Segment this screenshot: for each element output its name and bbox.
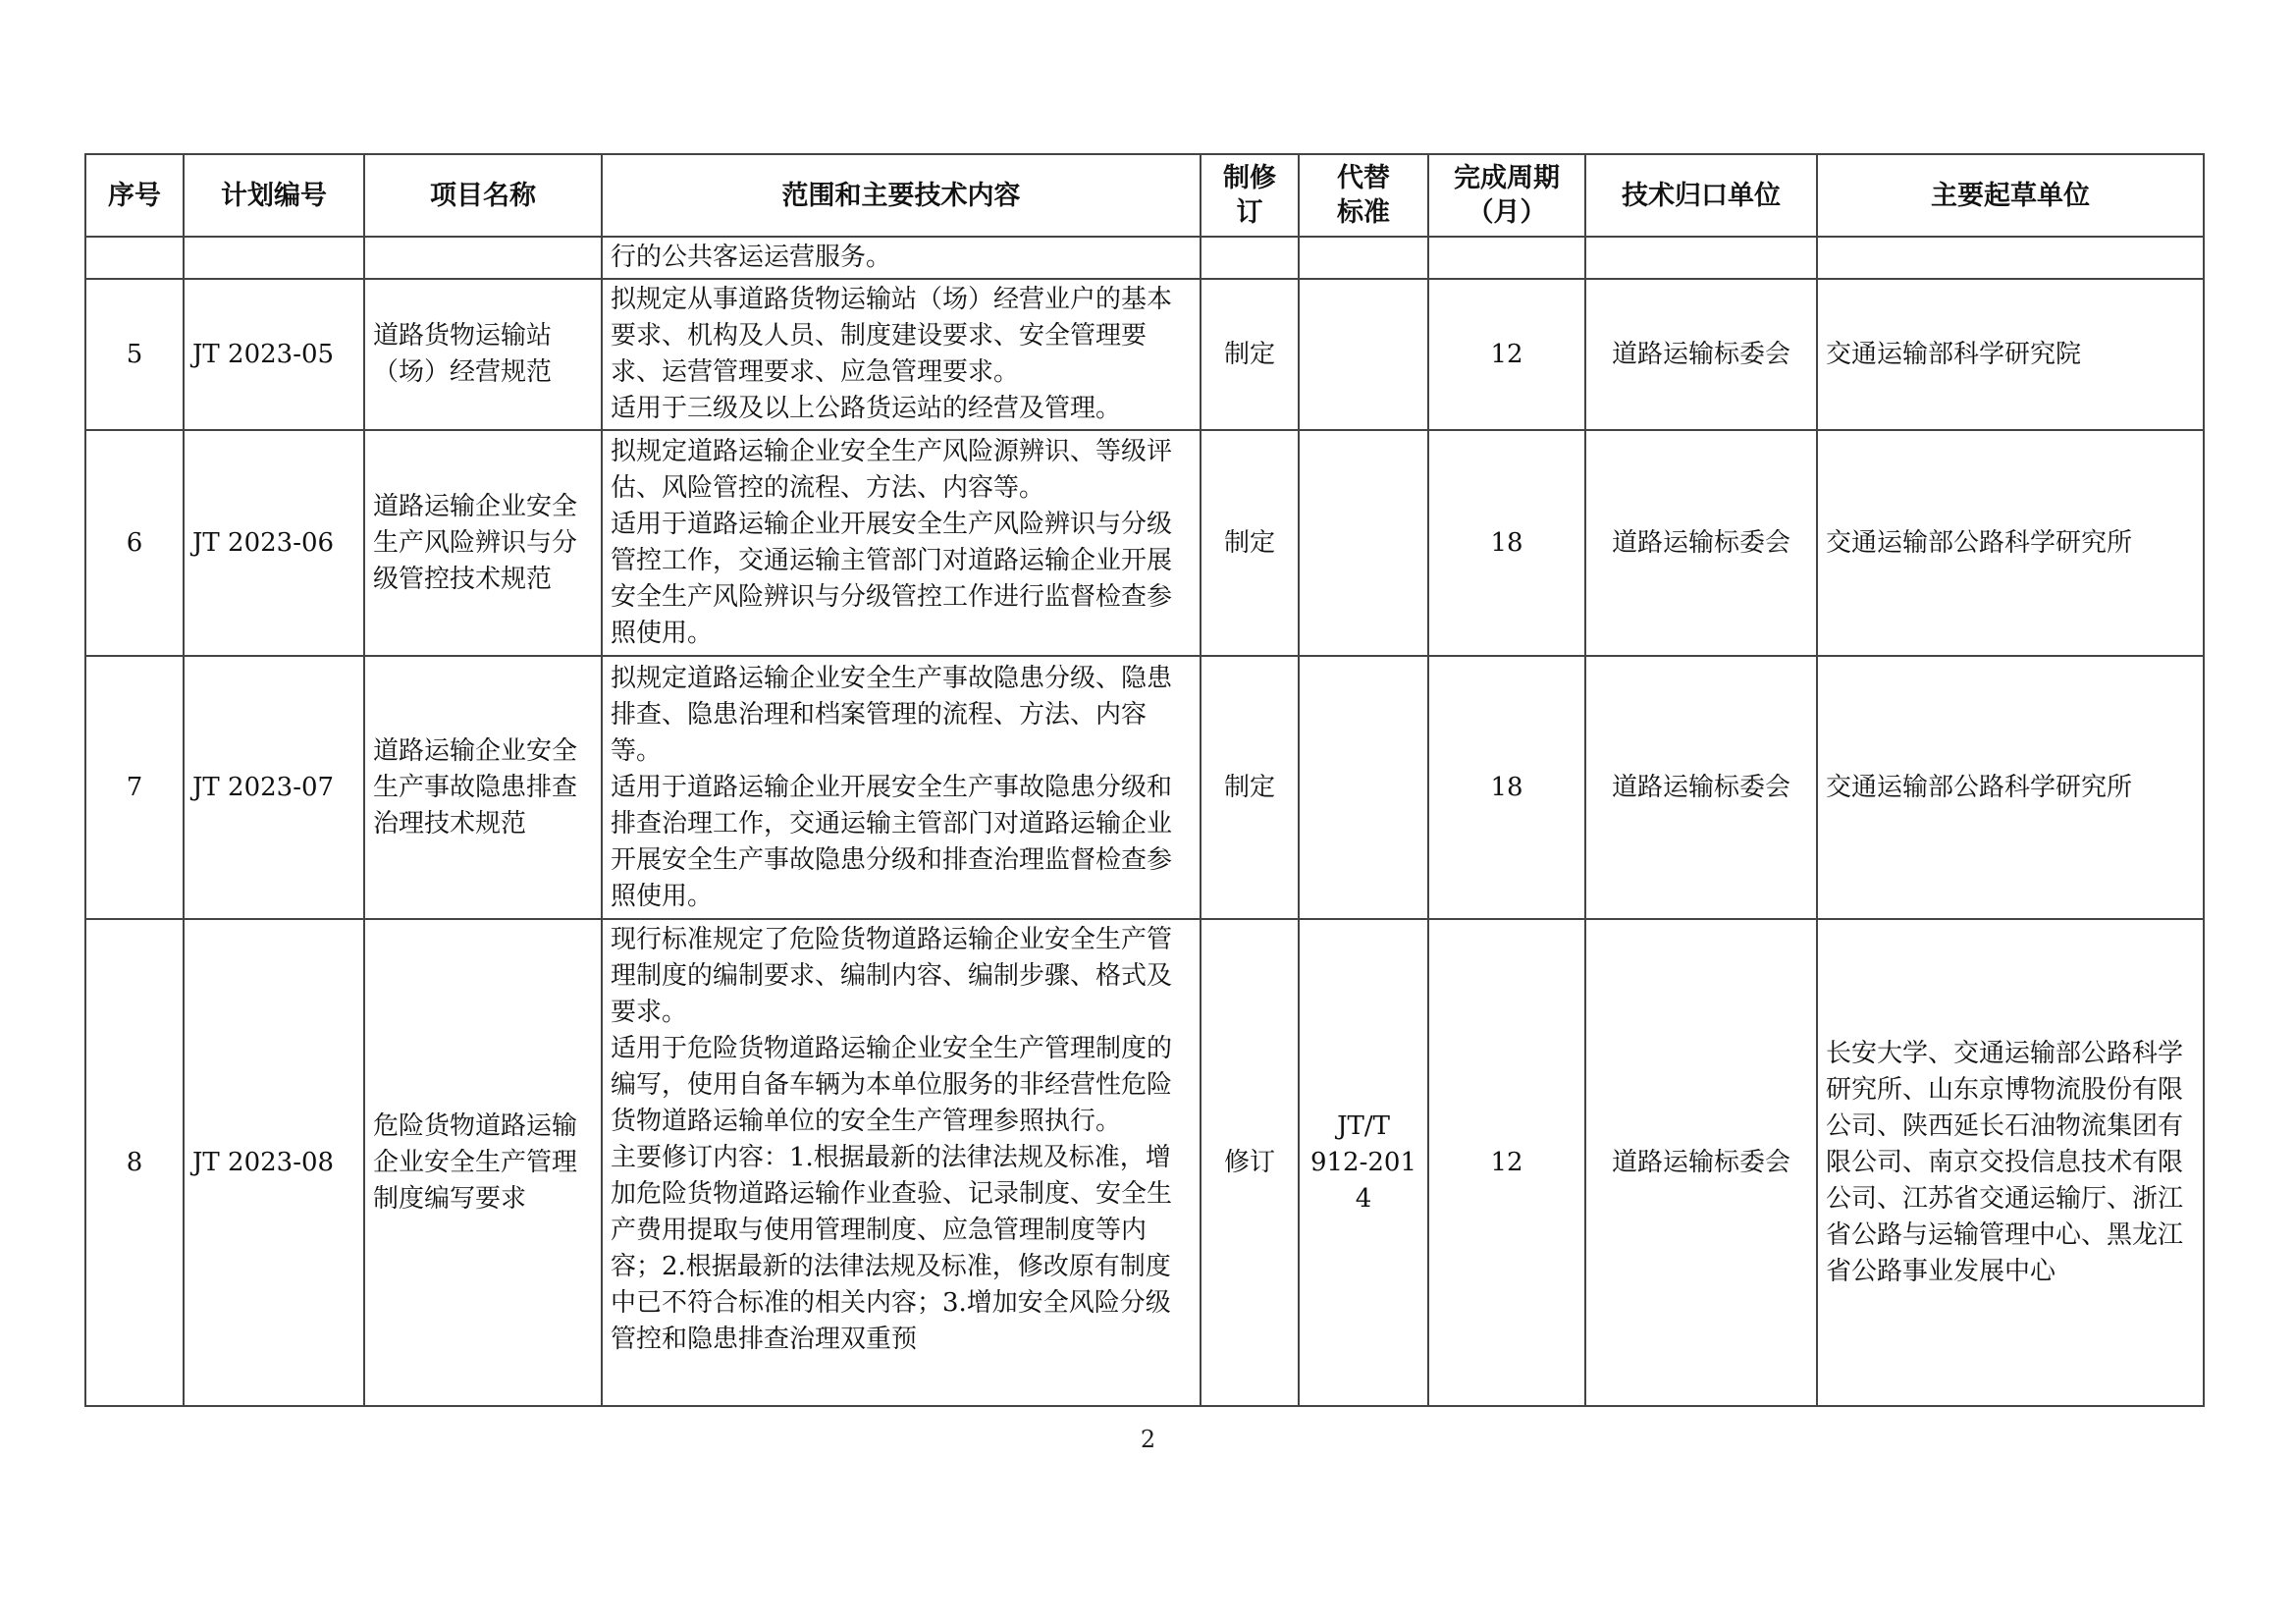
header-replace — [1299, 154, 1428, 237]
cell-plan-no: JT 2023-06 — [184, 430, 364, 656]
header-revision-line1: 制修 — [1223, 163, 1276, 193]
header-cycle — [1428, 154, 1585, 237]
header-drafter: 主要起草单位 — [1817, 154, 2204, 237]
cell-scope-continuation: 行的公共客运运营服务。 — [602, 237, 1201, 279]
cell-plan-no: JT 2023-08 — [184, 919, 364, 1406]
scope-paragraph: 适用于道路运输企业开展安全生产事故隐患分级和排查治理工作，交通运输主管部门对道路运输企业开展安全生产事故隐患分级和排查治理监督检查参照使用。 — [611, 772, 1173, 911]
scope-paragraph: 拟规定从事道路货物运输站（场）经营业户的基本要求、机构及人员、制度建设要求、安全管理要求、运营管理要求、应急管理要求。 — [611, 285, 1173, 387]
cell-name: 道路运输企业安全生产风险辨识与分级管控技术规范 — [364, 430, 602, 656]
cell-cycle: 12 — [1428, 279, 1585, 430]
cell-tech-unit: 道路运输标委会 — [1585, 279, 1817, 430]
table-row-continuation — [85, 237, 2204, 279]
cell-scope — [602, 430, 1201, 656]
cell-seq: 6 — [85, 430, 184, 656]
cell-revision: 修订 — [1201, 919, 1299, 1406]
header-cycle-line2: （月） — [1467, 197, 1547, 228]
scope-paragraph: 适用于危险货物道路运输企业安全生产管理制度的编写，使用自备车辆为本单位服务的非经营性危险货物道路运输单位的安全生产管理参照执行。 — [611, 1034, 1173, 1136]
cell-replace — [1299, 430, 1428, 656]
cell-empty — [1201, 237, 1299, 279]
cell-empty — [85, 237, 184, 279]
header-name: 项目名称 — [364, 154, 602, 237]
header-tech-unit: 技术归口单位 — [1585, 154, 1817, 237]
cell-cycle: 18 — [1428, 656, 1585, 919]
cell-drafter: 交通运输部科学研究院 — [1817, 279, 2204, 430]
cell-seq: 7 — [85, 656, 184, 919]
standards-plan-table — [84, 153, 2205, 1407]
cell-revision: 制定 — [1201, 656, 1299, 919]
header-replace-line2: 标准 — [1337, 197, 1390, 228]
cell-replace — [1299, 656, 1428, 919]
header-cycle-line1: 完成周期 — [1454, 163, 1560, 193]
cell-name: 道路运输企业安全生产事故隐患排查治理技术规范 — [364, 656, 602, 919]
scope-paragraph: 拟规定道路运输企业安全生产风险源辨识、等级评估、风险管控的流程、方法、内容等。 — [611, 437, 1173, 503]
table-row — [85, 279, 2204, 430]
cell-drafter: 长安大学、交通运输部公路科学研究所、山东京博物流股份有限公司、陕西延长石油物流集团有限公司、南京交投信息技术有限公司、江苏省交通运输厅、浙江省公路与运输管理中心、黑龙江省公路事业发展中心 — [1817, 919, 2204, 1406]
replace-line2: 912-2014 — [1309, 1147, 1417, 1214]
cell-empty — [1428, 237, 1585, 279]
cell-tech-unit: 道路运输标委会 — [1585, 919, 1817, 1406]
replace-line1: JT/T — [1337, 1110, 1390, 1141]
cell-plan-no: JT 2023-07 — [184, 656, 364, 919]
table-row — [85, 430, 2204, 656]
cell-tech-unit: 道路运输标委会 — [1585, 656, 1817, 919]
table-row — [85, 656, 2204, 919]
table-header-row — [85, 154, 2204, 237]
header-revision — [1201, 154, 1299, 237]
page-number: 2 — [1140, 1426, 1156, 1453]
cell-drafter: 交通运输部公路科学研究所 — [1817, 430, 2204, 656]
cell-empty — [1585, 237, 1817, 279]
table-row — [85, 919, 2204, 1406]
cell-seq: 5 — [85, 279, 184, 430]
cell-empty — [1817, 237, 2204, 279]
cell-name: 危险货物道路运输企业安全生产管理制度编写要求 — [364, 919, 602, 1406]
cell-replace — [1299, 279, 1428, 430]
scope-paragraph: 现行标准规定了危险货物道路运输企业安全生产管理制度的编制要求、编制内容、编制步骤、格式及要求。 — [611, 925, 1173, 1027]
cell-empty — [1299, 237, 1428, 279]
cell-cycle: 18 — [1428, 430, 1585, 656]
cell-plan-no: JT 2023-05 — [184, 279, 364, 430]
cell-empty — [184, 237, 364, 279]
cell-seq: 8 — [85, 919, 184, 1406]
cell-scope — [602, 656, 1201, 919]
cell-scope — [602, 919, 1201, 1406]
header-replace-line1: 代替 — [1337, 163, 1390, 193]
cell-replace — [1299, 919, 1428, 1406]
scope-paragraph: 适用于三级及以上公路货运站的经营及管理。 — [611, 394, 1122, 423]
header-revision-line2: 订 — [1236, 197, 1263, 228]
cell-revision: 制定 — [1201, 279, 1299, 430]
cell-name: 道路货物运输站（场）经营规范 — [364, 279, 602, 430]
cell-revision: 制定 — [1201, 430, 1299, 656]
header-plan-no: 计划编号 — [184, 154, 364, 237]
cell-drafter: 交通运输部公路科学研究所 — [1817, 656, 2204, 919]
header-scope: 范围和主要技术内容 — [602, 154, 1201, 237]
cell-scope — [602, 279, 1201, 430]
cell-cycle: 12 — [1428, 919, 1585, 1406]
header-seq: 序号 — [85, 154, 184, 237]
scope-paragraph: 拟规定道路运输企业安全生产事故隐患分级、隐患排查、隐患治理和档案管理的流程、方法、内容等。 — [611, 663, 1173, 766]
cell-tech-unit: 道路运输标委会 — [1585, 430, 1817, 656]
scope-paragraph: 适用于道路运输企业开展安全生产风险辨识与分级管控工作，交通运输主管部门对道路运输企业开展安全生产风险辨识与分级管控工作进行监督检查参照使用。 — [611, 510, 1173, 648]
scope-paragraph: 主要修订内容：1.根据最新的法律法规及标准，增加危险货物道路运输作业查验、记录制度、安全生产费用提取与使用管理制度、应急管理制度等内容；2.根据最新的法律法规及标准，修改原有制度中已不符合标准的相关内容；3.增加安全风险分级管控和隐患排查治理双重预 — [611, 1143, 1173, 1354]
cell-empty — [364, 237, 602, 279]
